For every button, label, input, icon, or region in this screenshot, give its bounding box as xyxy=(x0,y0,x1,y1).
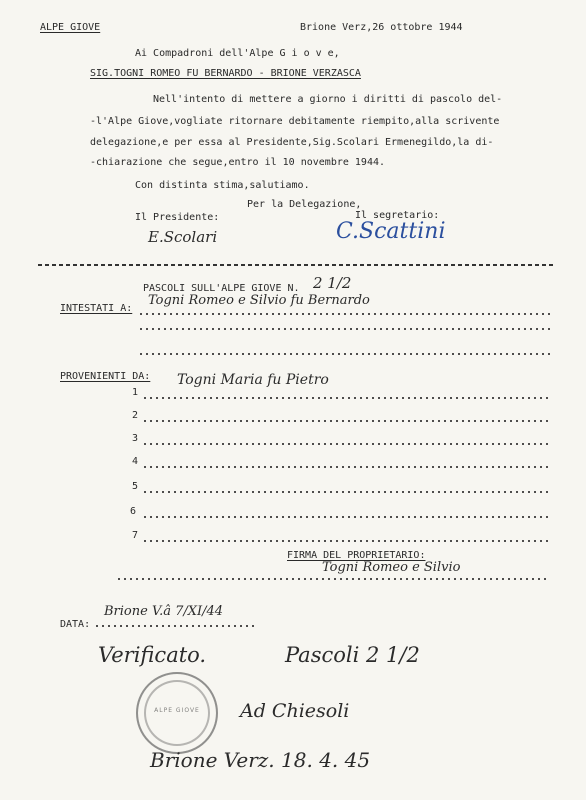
provenienti-value-1: Togni Maria fu Pietro xyxy=(177,372,329,388)
provenienti-num-6: 6 xyxy=(130,506,137,517)
verificato-note: Verificato. xyxy=(98,643,207,667)
provenienti-line-6 xyxy=(142,516,550,518)
segretario-label: Il segretario: xyxy=(355,210,440,221)
provenienti-num-5: 5 xyxy=(132,481,139,492)
intestati-line xyxy=(138,313,550,315)
provenienti-num-3: 3 xyxy=(132,433,139,444)
segretario-signature: C.Scattini xyxy=(336,219,446,244)
header-place-date: Brione Verz,26 ottobre 1944 xyxy=(300,22,463,33)
pascoli-value: 2 1/2 xyxy=(313,274,352,292)
provenienti-line-2 xyxy=(142,420,550,422)
provenienti-line-4 xyxy=(142,466,550,468)
header-org: ALPE GIOVE xyxy=(40,22,101,33)
official-seal-stamp: ALPE GIOVE xyxy=(136,672,218,754)
provenienti-num-4: 4 xyxy=(132,456,139,467)
per-delegazione-label: Per la Delegazione, xyxy=(247,199,362,210)
provenienti-line-1 xyxy=(142,397,550,399)
firma-label: FIRMA DEL PROPRIETARIO: xyxy=(287,550,426,561)
provenienti-line-7 xyxy=(142,540,550,542)
body-closing: Con distinta stima,salutiamo. xyxy=(135,180,310,191)
data-label: DATA: xyxy=(60,619,91,630)
pascoli-label: PASCOLI SULL'ALPE GIOVE N. xyxy=(143,283,300,294)
body-line-4: -chiarazione che segue,entro il 10 novembre 1944. xyxy=(90,157,386,168)
intestati-line-3 xyxy=(138,353,550,355)
addressee-line1: Ai Compadroni dell'Alpe G i o v e, xyxy=(135,48,340,59)
firma-line xyxy=(116,578,550,580)
presidente-signature: E.Scolari xyxy=(148,228,218,246)
provenienti-line-3 xyxy=(142,443,550,445)
body-line-2: -l'Alpe Giove,vogliate ritornare debitamente riempito,alla scrivente xyxy=(90,116,500,127)
intestati-label: INTESTATI A: xyxy=(60,303,133,314)
provenienti-num-2: 2 xyxy=(132,410,139,421)
verification-signature: Ad Chiesoli xyxy=(240,700,350,722)
body-line-1: Nell'intento di mettere a giorno i diritti di pascolo del- xyxy=(153,94,503,105)
provenienti-line-5 xyxy=(142,491,550,493)
presidente-label: Il Presidente: xyxy=(135,212,220,223)
section-separator xyxy=(38,264,556,266)
data-line xyxy=(94,625,254,627)
provenienti-num-7: 7 xyxy=(132,530,139,541)
data-value: Brione V.â 7/XI/44 xyxy=(104,604,224,619)
firma-value: Togni Romeo e Silvio xyxy=(322,560,461,575)
provenienti-label: PROVENIENTI DA: xyxy=(60,371,151,382)
intestati-value: Togni Romeo e Silvio fu Bernardo xyxy=(148,293,370,308)
addressee-line2: SIG.TOGNI ROMEO FU BERNARDO - BRIONE VERZASCA xyxy=(90,68,361,79)
body-line-3: delegazione,e per essa al Presidente,Sig.Scolari Ermenegildo,la di- xyxy=(90,137,494,148)
verification-pascoli-note: Pascoli 2 1/2 xyxy=(285,643,420,667)
intestati-line-2 xyxy=(138,328,550,330)
verification-place-date: Brione Verz. 18. 4. 45 xyxy=(150,748,371,772)
provenienti-num-1: 1 xyxy=(132,387,139,398)
